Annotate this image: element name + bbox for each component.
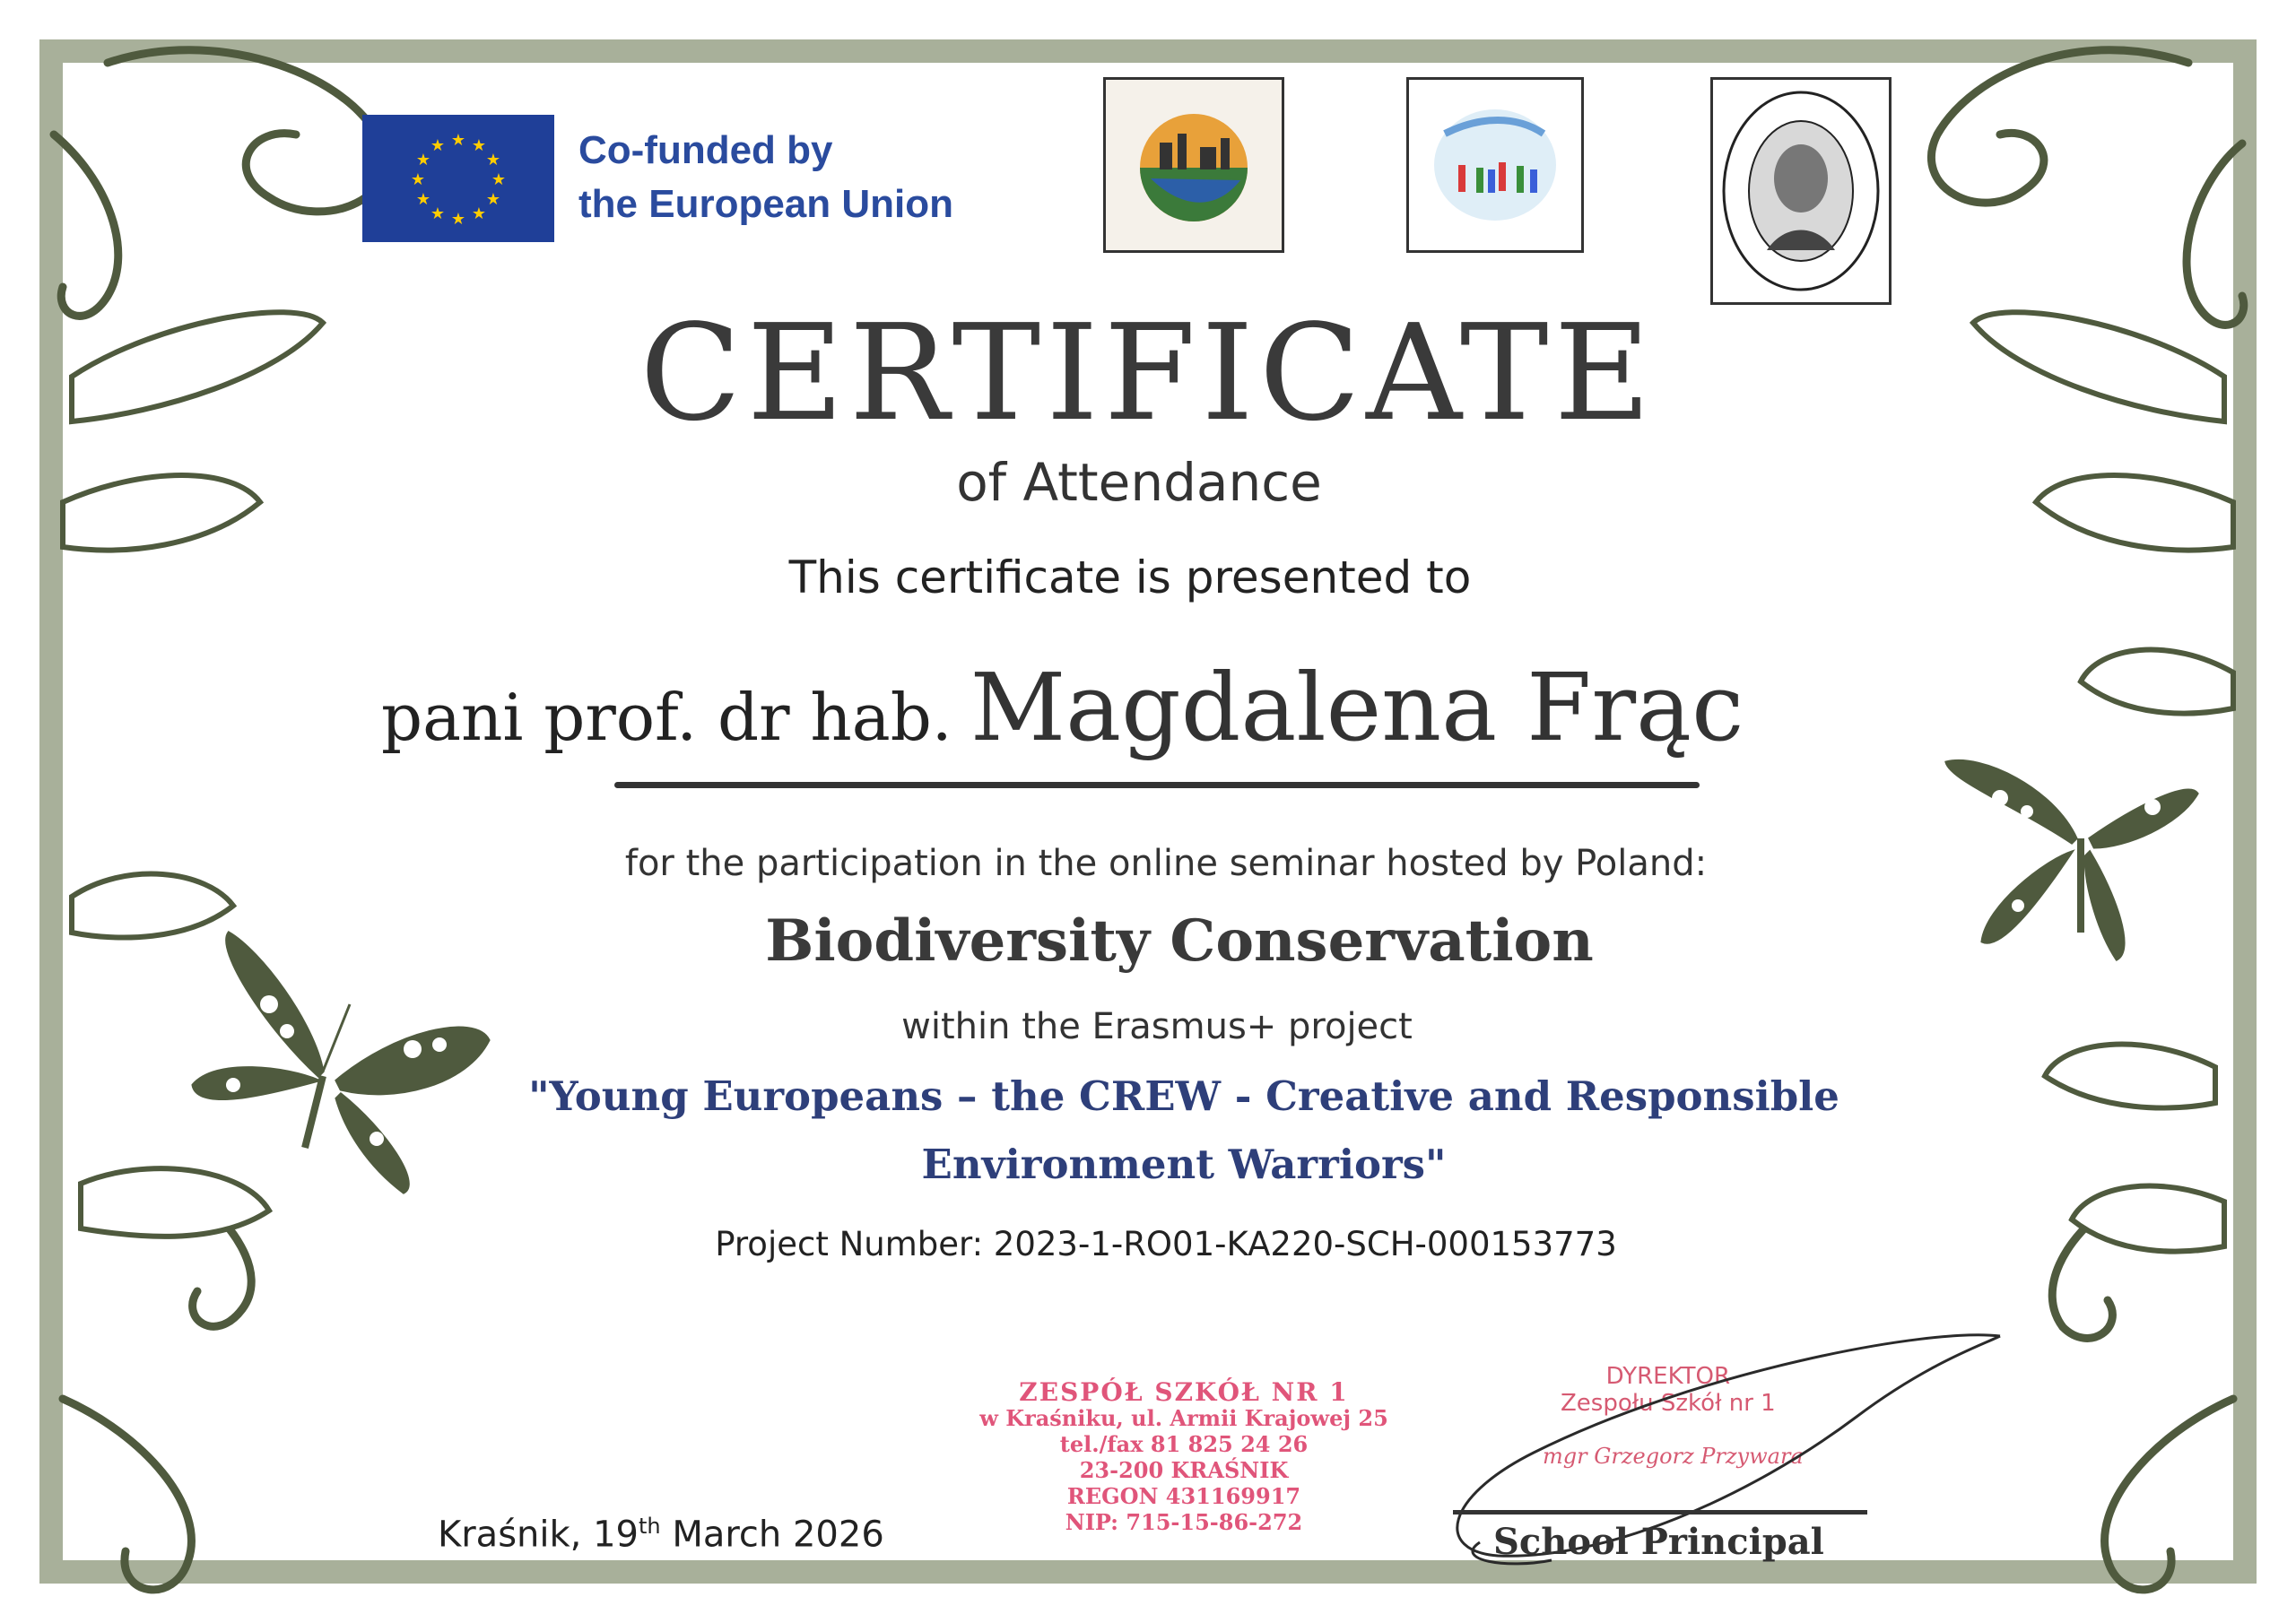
- participation-text: for the participation in the online seminar hosted by Poland:: [624, 843, 1708, 884]
- presented-to-text: This certificate is presented to: [788, 551, 1472, 603]
- principal-stamp-line-2: Zespołu Szkół nr 1: [1561, 1390, 1776, 1417]
- swirl-bottom-right: [2105, 1399, 2233, 1590]
- svg-text:★: ★: [485, 190, 501, 209]
- eu-flag: [362, 115, 554, 242]
- svg-text:★: ★: [430, 204, 446, 223]
- crew-logo-icon: [1409, 80, 1581, 250]
- svg-text:★: ★: [410, 170, 426, 189]
- recipient-underline: [614, 782, 1700, 788]
- eu-cofunded-label: [578, 124, 953, 231]
- certificate-title: CERTIFICATE: [639, 296, 1657, 450]
- swirl-bottom-left: [63, 1399, 191, 1590]
- stamp-line-5: REGON 431169917: [1066, 1483, 1301, 1509]
- issue-date: [438, 1514, 884, 1555]
- eu-stars-icon: [362, 115, 554, 242]
- school-seal-icon: [1713, 80, 1889, 302]
- stamp-line-1: ZESPÓŁ SZKÓŁ NR 1: [1019, 1377, 1349, 1407]
- svg-text:★: ★: [415, 151, 431, 169]
- project-name-line-2: Environment Warriors": [921, 1141, 1447, 1188]
- svg-text:★: ★: [430, 136, 446, 155]
- project-logo-earth: [1103, 77, 1284, 253]
- earth-factory-icon: [1106, 80, 1282, 250]
- school-seal-logo: [1710, 77, 1892, 305]
- stamp-line-3: tel./fax 81 825 24 26: [1059, 1431, 1309, 1457]
- principal-title: School Principal: [1493, 1521, 1824, 1563]
- recipient-name: Magdalena Frąc: [970, 653, 1744, 762]
- principal-name: mgr Grzegorz Przywara: [1543, 1444, 1804, 1469]
- swirl-top-left-2: [54, 135, 118, 316]
- swirl-top-right: [1931, 50, 2188, 203]
- svg-text:★: ★: [450, 131, 466, 150]
- within-project-text: within the Erasmus+ project: [901, 1006, 1413, 1047]
- project-number: Project Number: 2023-1-RO01-KA220-SCH-000153773: [715, 1225, 1617, 1263]
- svg-text:★: ★: [471, 204, 487, 223]
- project-name-line-1: "Young Europeans – the CREW - Creative and Responsible: [528, 1072, 1839, 1120]
- svg-text:★: ★: [491, 170, 507, 189]
- principal-stamp-line-1: DYREKTOR: [1605, 1363, 1731, 1390]
- seminar-title: Biodiversity Conservation: [765, 907, 1594, 975]
- signature-line: [1453, 1510, 1867, 1515]
- stamp-line-4: 23-200 KRAŚNIK: [1079, 1457, 1289, 1483]
- svg-text:★: ★: [471, 136, 487, 155]
- svg-text:★: ★: [415, 190, 431, 209]
- date-suffix: March 2026: [660, 1514, 884, 1556]
- swirl-top-left: [108, 50, 385, 212]
- svg-text:★: ★: [450, 210, 466, 229]
- school-stamp: [969, 1379, 1399, 1535]
- project-logo-crew: [1406, 77, 1584, 253]
- recipient-prefix: pani prof. dr hab.: [381, 680, 952, 755]
- certificate-subtitle: of Attendance: [956, 452, 1322, 513]
- stamp-line-2: w Kraśniku, ul. Armii Krajowej 25: [979, 1405, 1388, 1431]
- leaf-right-3: [2081, 650, 2233, 714]
- date-sup: th: [638, 1514, 661, 1539]
- svg-text:★: ★: [485, 151, 501, 169]
- date-prefix: Kraśnik, 19: [438, 1514, 639, 1556]
- recipient: [381, 653, 1744, 762]
- eu-line-2: the European Union: [578, 182, 953, 226]
- eu-line-1: Co-funded by: [578, 128, 833, 172]
- stamp-line-6: NIP: 715-15-86-272: [1065, 1509, 1303, 1535]
